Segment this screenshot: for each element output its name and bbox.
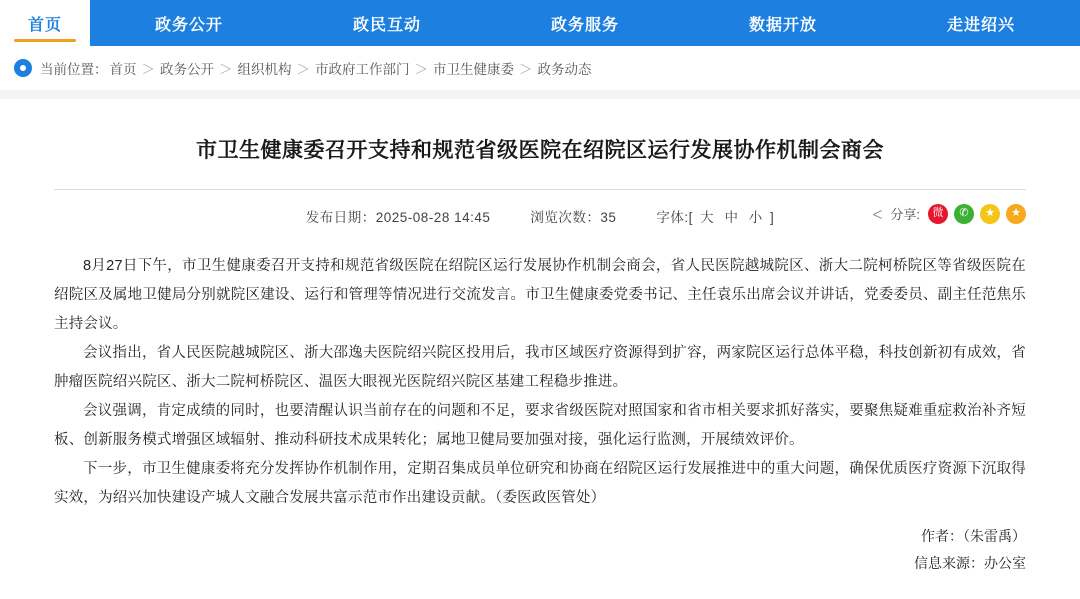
breadcrumb-item-organization[interactable]: 组织机构 xyxy=(237,62,292,77)
view-count xyxy=(530,206,616,226)
breadcrumb-label: 当前位置： xyxy=(40,62,108,77)
breadcrumb-item-home[interactable]: 首页 xyxy=(109,62,137,77)
nav-item-label: 政务服务 xyxy=(550,16,619,34)
nav-item-visit-shaoxing[interactable] xyxy=(882,0,1080,46)
breadcrumb-separator: ＞ xyxy=(519,62,533,77)
article-paragraph: 会议指出，省人民医院越城院区、浙大邵逸夫医院绍兴院区投用后，我市区域医疗资源得到扩容，两家院区运行总体平稳，科技创新初有成效，省肿瘤医院绍兴院区、浙大二院柯桥院区、温医大眼视光医院绍兴院区基建工程稳步推进。 xyxy=(54,344,1026,390)
article-meta xyxy=(54,189,1026,238)
article-paragraph: 会议强调，肯定成绩的同时，也要清醒认识当前存在的问题和不足，要求省级医院对照国家和省市相关要求抓好落实，要聚焦疑难重症救治补齐短板、创新服务模式增强区域辐射、推动科研技术成果转化；属地卫健局要加强对接，强化运行监测，开展绩效评价。 xyxy=(54,402,1026,448)
article-paragraph: 下一步，市卫生健康委将充分发挥协作机制作用，定期召集成员单位研究和协商在绍院区运行发展推进中的重大问题，确保优质医疗资源下沉取得实效，为绍兴加快建设产城人文融合发展共富示范市作出建设贡献。（委医政医管处） xyxy=(54,460,1026,506)
breadcrumb-item-health-commission[interactable]: 市卫生健康委 xyxy=(433,62,514,77)
nav-item-government-services[interactable] xyxy=(486,0,684,46)
favorite-share-button[interactable]: ★ xyxy=(1006,204,1026,224)
article-paragraph: 8月27日下午，市卫生健康委召开支持和规范省级医院在绍院区运行发展协作机制会商会，省人民医院越城院区、浙大二院柯桥院区等省级医院在绍院区及属地卫健局分别就院区建设、运行和管理等情况进行交流发言。市卫生健康委党委书记、主任袁乐出席会议并讲话，党委委员、副主任范焦乐主持会议。 xyxy=(54,257,1026,332)
breadcrumb-separator: ＞ xyxy=(141,62,155,77)
wechat-share-button[interactable]: ✆ xyxy=(954,204,974,224)
share-icon xyxy=(871,207,885,221)
font-size-medium-button[interactable]: 中 xyxy=(724,209,739,225)
view-count-label: 浏览次数： xyxy=(530,209,601,225)
nav-item-label: 政民互动 xyxy=(352,16,421,34)
breadcrumb-item-news[interactable]: 政务动态 xyxy=(537,62,592,77)
page-title: 市卫生健康委召开支持和规范省级医院在绍院区运行发展协作机制会商会 xyxy=(196,139,884,162)
nav-item-home[interactable] xyxy=(0,0,90,46)
font-size-small-button[interactable]: 小 xyxy=(748,209,763,225)
main-navigation xyxy=(0,0,1080,46)
nav-item-government-affairs-disclosure[interactable] xyxy=(90,0,288,46)
nav-item-label: 首页 xyxy=(27,16,62,34)
nav-item-citizen-interaction[interactable] xyxy=(288,0,486,46)
share-label: 分享: xyxy=(890,207,920,222)
font-size-selector xyxy=(656,206,774,226)
font-size-label: 字体:[ xyxy=(656,209,693,225)
article-source: 信息来源：办公室 xyxy=(914,554,1026,571)
nav-item-label: 政务公开 xyxy=(154,16,223,34)
breadcrumb-separator: ＞ xyxy=(296,62,310,77)
breadcrumb-separator: ＞ xyxy=(414,62,428,77)
weibo-share-button[interactable]: 微 xyxy=(928,204,948,224)
article-author: 作者：（朱雷禹） xyxy=(921,527,1026,544)
publish-date-label: 发布日期： xyxy=(305,209,376,225)
publish-date xyxy=(306,206,491,226)
breadcrumb-item-government-departments[interactable]: 市政府工作部门 xyxy=(315,62,410,77)
font-size-label-end: ] xyxy=(769,209,775,225)
article-footer xyxy=(54,523,1026,578)
qzone-share-button[interactable]: ★ xyxy=(980,204,1000,224)
share-bar xyxy=(871,204,1026,224)
nav-item-open-data[interactable] xyxy=(684,0,882,46)
location-pin-icon xyxy=(14,59,32,77)
publish-date-value: 2025-08-28 14:45 xyxy=(375,209,491,225)
nav-item-label: 数据开放 xyxy=(748,16,817,34)
nav-item-label: 走进绍兴 xyxy=(946,16,1015,34)
breadcrumb-separator: ＞ xyxy=(219,62,233,77)
article-container xyxy=(0,99,1080,599)
breadcrumb-item-disclosure[interactable]: 政务公开 xyxy=(160,62,214,77)
article-body xyxy=(54,252,1026,513)
view-count-value: 35 xyxy=(600,209,617,225)
font-size-large-button[interactable]: 大 xyxy=(700,209,715,225)
nav-active-underline xyxy=(14,39,76,42)
breadcrumb xyxy=(0,46,1080,91)
